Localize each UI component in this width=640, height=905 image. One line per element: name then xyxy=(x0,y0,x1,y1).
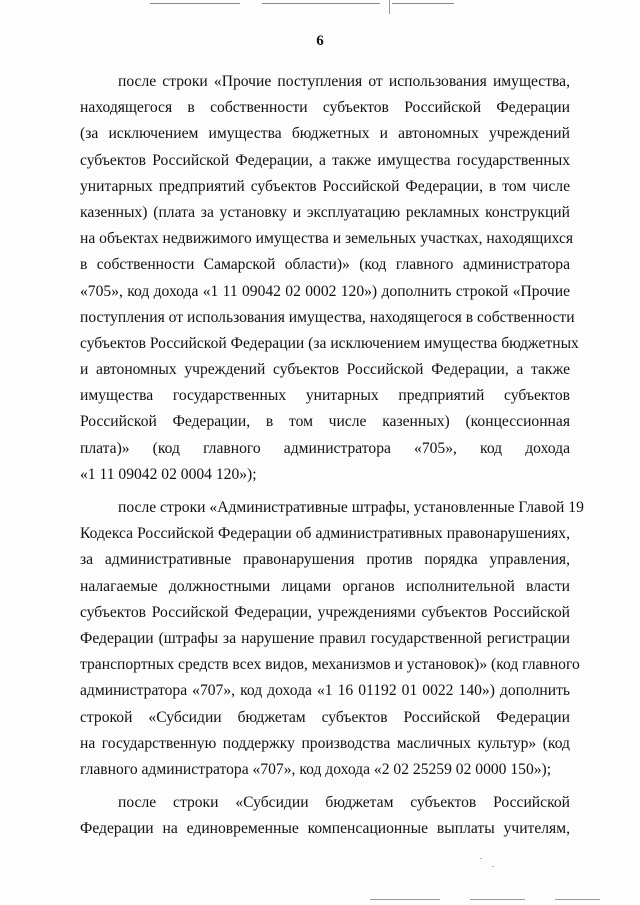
scan-edge-line xyxy=(262,3,380,4)
text-line: поступления от использования имущества, находящегося в собственности xyxy=(80,308,575,326)
scan-edge-line xyxy=(150,3,240,4)
text-line: унитарных предприятий субъектов Российской Федерации, в том числе xyxy=(80,177,570,195)
text-line: после строки «Субсидии бюджетам субъектов Российской xyxy=(118,794,570,812)
text-line: на государственную поддержку производства масличных культур» (код xyxy=(80,734,570,752)
text-line: субъектов Российской Федерации, учреждениями субъектов Российской xyxy=(80,603,570,621)
text-line: Российской Федерации, в том числе казенных) (концессионная xyxy=(80,413,570,431)
text-line: находящегося в собственности субъектов Российской Федерации xyxy=(80,99,570,117)
text-line: (за исключением имущества бюджетных и автономных учреждений xyxy=(80,125,570,143)
text-line: «1 11 09042 02 0004 120»); xyxy=(80,465,257,483)
text-line: Кодекса Российской Федерации об административных правонарушениях, xyxy=(80,525,570,543)
text-line: администратора «707», код дохода «1 16 01192 01 0022 140») дополнить xyxy=(80,682,570,700)
paragraph-spacing xyxy=(80,783,570,790)
text-line: имущества государственных унитарных предприятий субъектов xyxy=(80,387,570,405)
paragraph-1 xyxy=(80,69,579,488)
text-line: строкой «Субсидии бюджетам субъектов Российской Федерации xyxy=(80,708,570,726)
text-line: за административные правонарушения против порядка управления, xyxy=(80,551,570,569)
text-line: субъектов Российской Федерации, а также имущества государственных xyxy=(80,151,570,169)
text-line: в собственности Самарской области)» (код главного администратора xyxy=(80,256,570,274)
scan-edge-line xyxy=(470,899,525,900)
text-line: Федерации (штрафы за нарушение правил государственной регистрации xyxy=(80,629,570,647)
text-line: налагаемые должностными лицами органов исполнительной власти xyxy=(80,577,570,595)
text-line: и автономных учреждений субъектов Российской Федерации, а также xyxy=(80,361,570,379)
text-line: после строки «Административные штрафы, установленные Главой 19 xyxy=(118,499,584,516)
scan-edge-line xyxy=(392,3,454,4)
scan-speck xyxy=(480,858,482,859)
scan-edge-line xyxy=(555,899,600,900)
paragraph-3 xyxy=(80,790,570,842)
paragraph-2 xyxy=(80,495,584,783)
page-number: 6 xyxy=(316,33,324,49)
text-line: транспортных средств всех видов, механизмов и установок)» (код главного xyxy=(80,656,580,674)
paragraph-spacing xyxy=(80,488,570,495)
scan-speck xyxy=(492,866,494,867)
text-line: субъектов Российской Федерации (за исключением имущества бюджетных xyxy=(80,334,579,352)
text-line: «705», код дохода «1 11 09042 02 0002 120») дополнить строкой «Прочие xyxy=(80,282,570,300)
document-body xyxy=(80,69,584,842)
scan-edge-line xyxy=(370,899,440,900)
text-line: главного администратора «707», код дохода «2 02 25259 02 0000 150»); xyxy=(80,760,552,778)
text-line: после строки «Прочие поступления от использования имущества, xyxy=(118,73,570,90)
text-line: Федерации на единовременные компенсационные выплаты учителям, xyxy=(80,820,570,838)
text-line: на объектах недвижимого имущества и земельных участках, находящихся xyxy=(80,230,574,248)
text-line: казенных) (плата за установку и эксплуатацию рекламных конструкций xyxy=(80,203,570,221)
scan-edge-mark xyxy=(389,0,390,14)
text-line: плата)» (код главного администратора «705», код дохода xyxy=(80,439,570,457)
